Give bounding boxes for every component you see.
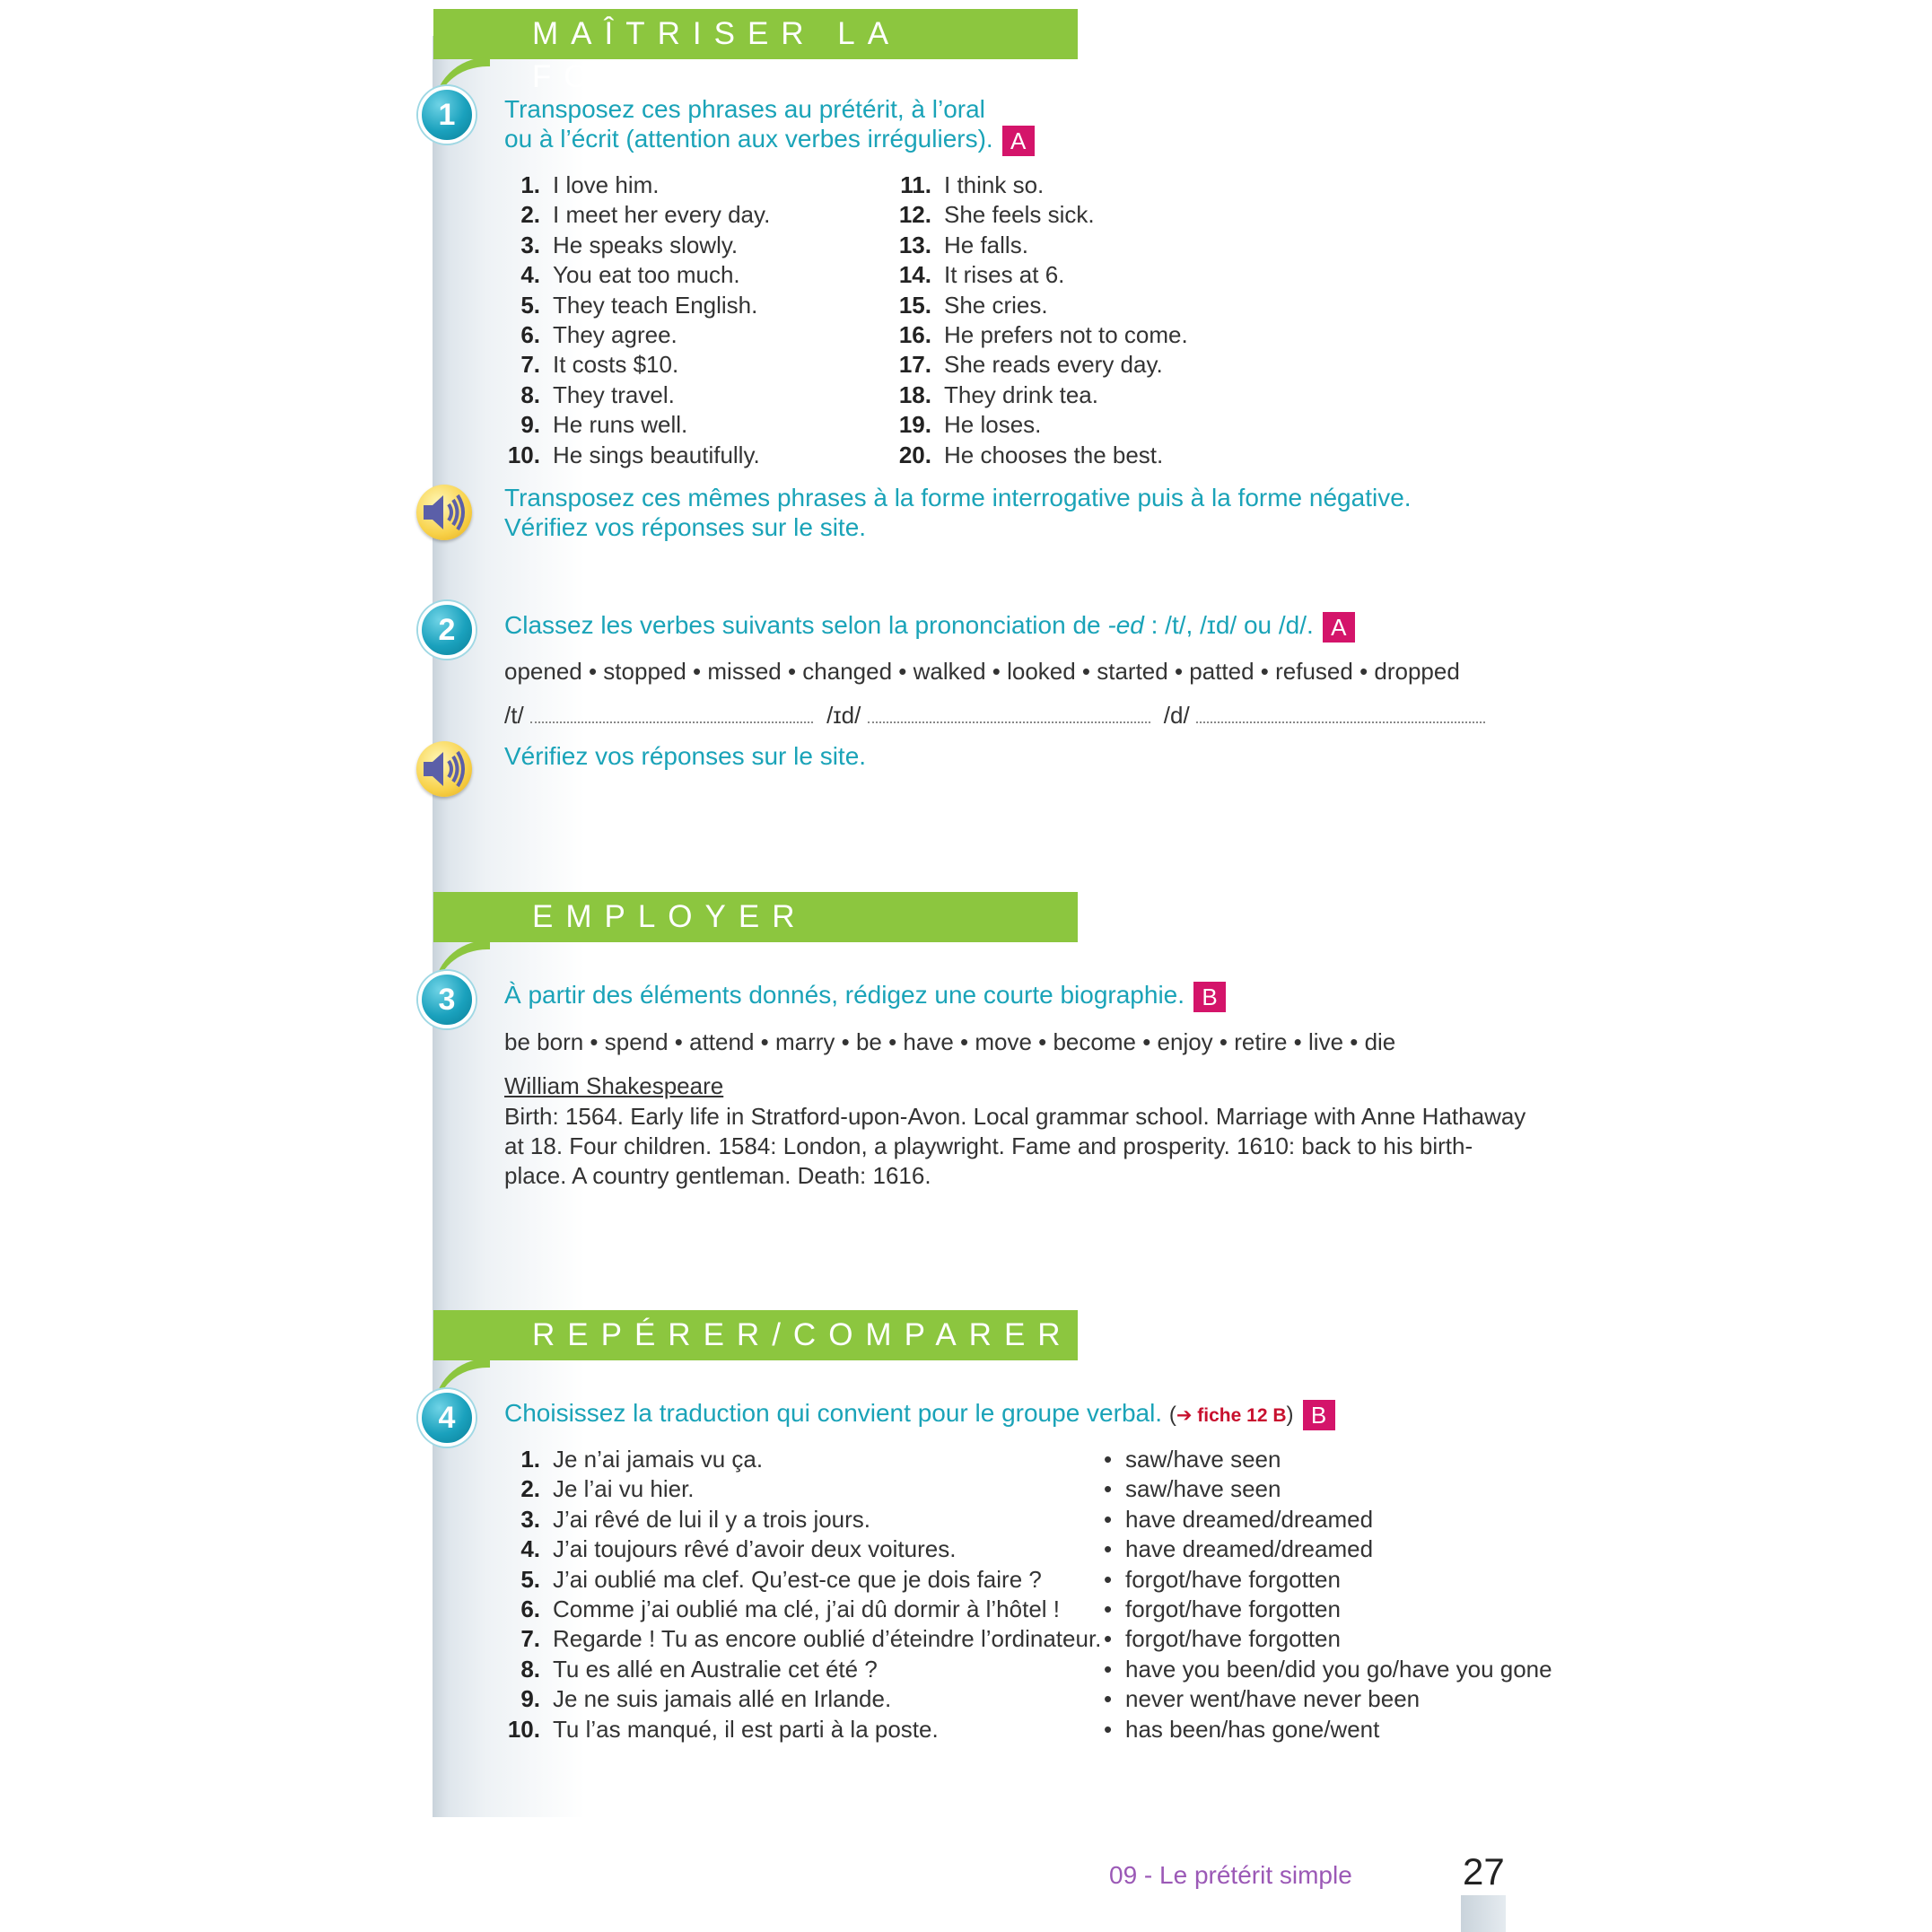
option-item[interactable] [1104,1505,1552,1534]
item-text: They drink tea. [944,380,1098,408]
bullet-icon: • [1104,1655,1113,1683]
speaker-icon[interactable] [416,741,472,797]
list-item [885,380,1188,410]
option-text: forgot/have forgotten [1125,1565,1341,1593]
option-item[interactable] [1104,1684,1552,1714]
item-text: She cries. [944,291,1048,319]
item-number: 2. [520,1475,540,1503]
item-text: He chooses the best. [944,441,1164,468]
item-number: 7. [520,351,540,379]
list-item [885,441,1188,470]
list-item [885,410,1188,440]
item-number: 11. [900,171,931,198]
item-text: It rises at 6. [944,261,1065,289]
level-badge: A [1002,126,1035,156]
section-header-reperer [433,1310,1078,1360]
exercise-1-list-left [503,170,770,470]
list-item [503,380,770,410]
list-item [503,1445,1101,1474]
item-number: 10. [507,441,540,468]
option-item[interactable] [1104,1655,1552,1684]
section-header-employer [433,892,1078,942]
instruction-text: À partir des éléments donnés, rédigez une courte biographie. [504,981,1185,1009]
list-item [503,200,770,230]
exercise-2-verbs: opened • stopped • missed • changed • walked • looked • started • patted • refused • dropped [504,658,1460,685]
item-text: J’ai oublié ma clef. Qu’est-ce que je dois faire ? [553,1565,1042,1593]
list-item [503,1684,1101,1714]
option-item[interactable] [1104,1445,1552,1474]
footer-chapter: 09 - Le prétérit simple [1109,1861,1352,1889]
item-text: J’ai rêvé de lui il y a trois jours. [553,1505,871,1533]
item-text: He prefers not to come. [944,321,1188,349]
item-text: They travel. [553,380,675,408]
list-item [503,1624,1101,1654]
list-item [885,320,1188,350]
bullet-icon: • [1104,1475,1113,1503]
list-item [503,291,770,320]
exercise-2-instruction [504,610,1355,643]
exercise-1-list-right [885,170,1188,470]
option-text: have dreamed/dreamed [1125,1535,1374,1563]
list-item [503,1505,1101,1534]
list-item [503,1655,1101,1684]
bullet-icon: • [1104,1625,1113,1653]
page-tab [1461,1895,1506,1932]
item-text: Je l’ai vu hier. [553,1475,695,1503]
list-item [503,1565,1101,1595]
exercise-number-2: 2 [418,601,476,659]
item-text: He runs well. [553,411,688,439]
instruction-text: Choisissez la traduction qui convient pour le groupe verbal. [504,1399,1163,1427]
section-title: MAÎTRISER LA FORME [532,16,900,94]
list-item [885,260,1188,290]
bio-title: William Shakespeare [504,1072,724,1099]
answer-label-d: /d/ [1163,702,1190,729]
list-item [503,410,770,440]
exercise-4-sentence-list [503,1445,1101,1744]
exercise-1-instruction [504,94,1035,156]
bullet-icon: • [1104,1715,1113,1743]
list-item [503,350,770,380]
item-number: 3. [520,231,540,258]
item-text: It costs $10. [553,351,679,379]
list-item [503,231,770,260]
bio-line: Birth: 1564. Early life in Stratford-upon-Avon. Local grammar school. Marriage with Anne Hathaway [504,1103,1526,1130]
item-number: 16. [898,321,931,349]
list-item [503,1474,1101,1504]
section-header-maitriser [433,9,1078,94]
bullet-icon: • [1104,1505,1113,1533]
list-item [503,441,770,470]
instruction-line [504,124,1035,156]
bullet-icon: • [1104,1685,1113,1713]
item-number: 5. [520,1565,540,1593]
option-text: have dreamed/dreamed [1125,1505,1374,1533]
list-item [503,170,770,200]
list-item [885,291,1188,320]
bullet-icon: • [1104,1595,1113,1623]
bullet-icon: • [1104,1535,1113,1563]
item-text: Regarde ! Tu as encore oublié d’éteindre l’ordinateur. [553,1625,1102,1653]
answer-field-id[interactable] [868,716,1150,723]
item-number: 6. [520,1595,540,1623]
item-number: 14. [898,261,931,289]
exercise-number-1: 1 [418,86,476,144]
exercise-3-verbs: be born • spend • attend • marry • be • have • move • become • enjoy • retire • live • die [504,1028,1396,1055]
instruction-text: Classez les verbes suivants selon la prononciation de [504,611,1108,639]
option-text: forgot/have forgotten [1125,1595,1341,1623]
option-item[interactable] [1104,1474,1552,1504]
paren-close: ) [1286,1403,1294,1427]
item-text: He loses. [944,411,1042,439]
option-text: saw/have seen [1125,1446,1281,1473]
level-badge: B [1193,982,1226,1012]
item-text: They teach English. [553,291,758,319]
section-title: REPÉRER/COMPARER [532,1317,1073,1352]
option-text: forgot/have forgotten [1125,1625,1341,1653]
list-item [885,170,1188,200]
option-item[interactable] [1104,1624,1552,1654]
bio-line: place. A country gentleman. Death: 1616. [504,1162,931,1189]
answer-field-d[interactable] [1196,716,1485,723]
item-number: 9. [520,411,540,439]
item-number: 2. [520,201,540,229]
item-number: 6. [520,321,540,349]
exercise-number-3: 3 [418,971,476,1028]
item-text: Tu l’as manqué, il est parti à la poste. [553,1715,939,1743]
item-number: 4. [520,261,540,289]
item-number: 1. [520,1446,540,1473]
option-item[interactable] [1104,1715,1552,1744]
level-badge: B [1303,1400,1335,1430]
fiche-reference[interactable]: ➔ fiche 12 B [1176,1405,1287,1426]
option-text: never went/have never been [1125,1685,1421,1713]
item-number: 12. [898,201,931,229]
exercise-3-instruction [504,980,1226,1012]
list-item [885,231,1188,260]
list-item [503,1715,1101,1744]
speaker-icon[interactable] [416,485,472,540]
item-number: 19. [898,411,931,439]
bullet-icon: • [1104,1446,1113,1473]
bullet-icon: • [1104,1565,1113,1593]
exercise-4-option-list [1104,1445,1552,1744]
instruction-line: Transposez ces mêmes phrases à la forme interrogative puis à la forme négative. [504,484,1412,511]
exercise-4-instruction [504,1398,1335,1430]
item-text: J’ai toujours rêvé d’avoir deux voitures. [553,1535,957,1563]
option-item[interactable] [1104,1565,1552,1595]
instruction-line: Vérifiez vos réponses sur le site. [504,513,867,541]
exercise-2-answer-lines [504,702,1485,730]
option-text: have you been/did you go/have you gone [1125,1655,1552,1683]
option-item[interactable] [1104,1595,1552,1624]
item-text: He speaks slowly. [553,231,739,258]
item-number: 5. [520,291,540,319]
item-text: I meet her every day. [553,201,771,229]
item-number: 8. [520,380,540,408]
item-number: 18. [898,380,931,408]
item-number: 4. [520,1535,540,1563]
level-badge: A [1323,612,1355,643]
instruction-ed: -ed [1107,611,1144,639]
answer-label-id: /ɪd/ [826,702,861,729]
item-number: 10. [507,1715,540,1743]
exercise-number-4: 4 [418,1389,476,1447]
item-text: He sings beautifully. [553,441,760,468]
item-text: Je ne suis jamais allé en Irlande. [553,1685,892,1713]
list-item [503,320,770,350]
item-number: 9. [520,1685,540,1713]
item-text: She feels sick. [944,201,1095,229]
item-text: I think so. [944,171,1045,198]
list-item [503,1534,1101,1564]
page-number: 27 [1463,1850,1505,1893]
item-text: Comme j’ai oublié ma clé, j’ai dû dormir à l’hôtel ! [553,1595,1061,1623]
item-text: You eat too much. [553,261,740,289]
item-text: I love him. [553,171,660,198]
section-title: EMPLOYER [532,899,808,934]
bio-line: at 18. Four children. 1584: London, a playwright. Fame and prosperity. 1610: back to his birth- [504,1132,1473,1159]
item-text: She reads every day. [944,351,1163,379]
instruction-line: Transposez ces phrases au prétérit, à l’oral [504,95,985,123]
item-number: 20. [898,441,931,468]
option-text: saw/have seen [1125,1475,1281,1503]
option-item[interactable] [1104,1534,1552,1564]
item-text: Tu es allé en Australie cet été ? [553,1655,878,1683]
instruction-text: ou à l’écrit (attention aux verbes irréguliers). [504,125,993,153]
item-number: 17. [898,351,931,379]
item-number: 3. [520,1505,540,1533]
instruction-text: : /t/, /ɪd/ ou /d/. [1143,611,1314,639]
list-item [885,200,1188,230]
item-number: 7. [520,1625,540,1653]
item-number: 8. [520,1655,540,1683]
list-item [503,260,770,290]
item-text: He falls. [944,231,1028,258]
answer-field-t[interactable] [530,716,813,723]
answer-label-t: /t/ [504,702,524,729]
item-number: 13. [898,231,931,258]
item-number: 15. [898,291,931,319]
exercise-1-audio-instruction [504,483,1412,542]
option-text: has been/has gone/went [1125,1715,1380,1743]
item-number: 1. [520,171,540,198]
item-text: They agree. [553,321,678,349]
exercise-2-audio-instruction: Vérifiez vos réponses sur le site. [504,742,867,770]
list-item [503,1595,1101,1624]
list-item [885,350,1188,380]
item-text: Je n’ai jamais vu ça. [553,1446,764,1473]
paren-open: ( [1168,1403,1176,1427]
